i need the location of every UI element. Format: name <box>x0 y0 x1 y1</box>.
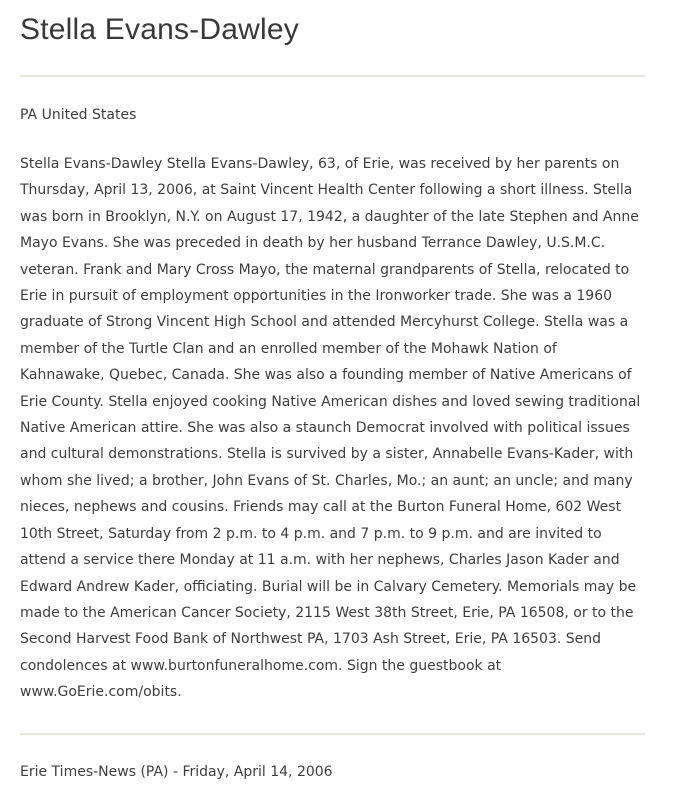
page-title: Stella Evans-Dawley <box>20 13 299 46</box>
top-divider <box>20 75 645 77</box>
source-citation: Erie Times-News (PA) - Friday, April 14, 2006 <box>20 763 333 780</box>
location-line: PA United States <box>20 107 137 123</box>
obituary-body-text: Stella Evans-Dawley Stella Evans-Dawley, 63, of Erie, was received by her parents on Thursday, April 13, 2006, at Saint Vincent Health Center following a short illness. Stella was born in Brooklyn, N.Y. on August 17, 1942, a daughter of the late Stephen and Anne Mayo Evans. She was preceded in death by her husband Terrance Dawley, U.S.M.C. veteran. Frank and Mary Cross Mayo, the maternal grandparents of Stella, relocated to Erie in pursuit of employment opportunities in the Ironworker trade. She was a 1960 graduate of Strong Vincent High School and attended Mercyhurst College. Stella was a member of the Turtle Clan and an enrolled member of the Mohawk Nation of Kahnawake, Quebec, Canada. She was also a founding member of Native Americans of Erie County. Stella enjoyed cooking Native American dishes and loved sewing traditional Native American attire. She was also a staunch Democrat involved with political issues and cultural demonstrations. Stella is survived by a sister, Annabelle Evans-Kader, with whom she lived; a brother, John Evans of St. Charles, Mo.; an aunt; an uncle; and many nieces, nephews and cousins. Friends may call at the Burton Funeral Home, 602 West 10th Street, Saturday from 2 p.m. to 4 p.m. and 7 p.m. to 9 p.m. and are invited to attend a service there Monday at 11 a.m. with her nephews, Charles Jason Kader and Edward Andrew Kader, officiating. Burial will be in Calvary Cemetery. Memorials may be made to the American Cancer Society, 2115 West 38th Street, Erie, PA 16508, or to the Second Harvest Food Bank of Northwest PA, 1703 Ash Street, Erie, PA 16503. Send condolences at www.burtonfuneralhome.com. Sign the guestbook at www.GoErie.com/obits. <box>20 156 641 701</box>
bottom-divider <box>20 733 645 735</box>
